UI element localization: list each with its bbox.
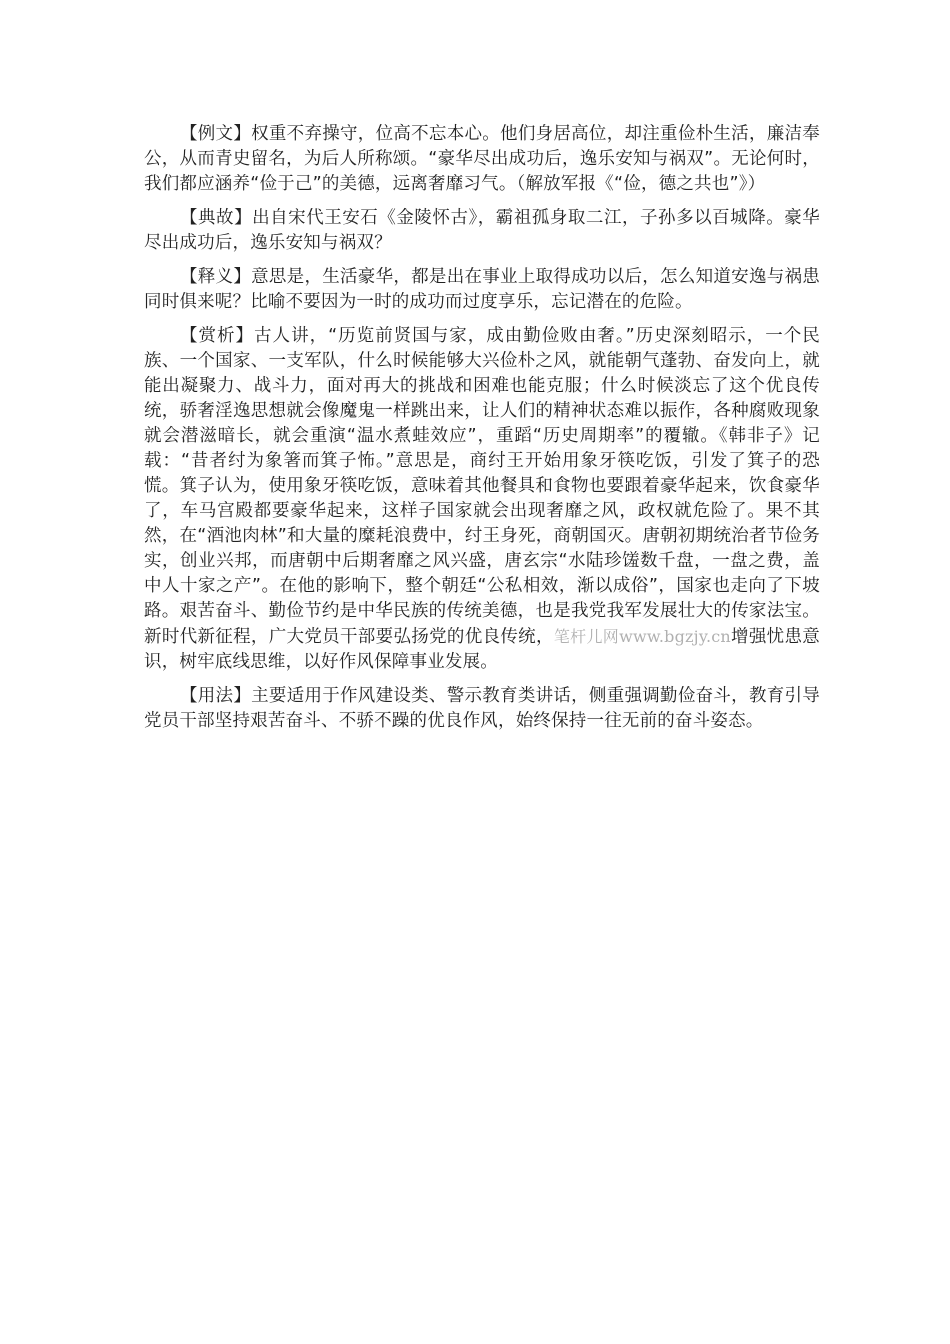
paragraph-example: [144, 122, 820, 197]
paragraph-tag: 【释义】: [180, 267, 252, 287]
document-body: [144, 122, 820, 743]
paragraph-allusion: [144, 206, 820, 256]
paragraph-text: 权重不弃操守，位高不忘本心。他们身居高位，却注重俭朴生活，廉洁奉公，从而青史留名，为后人所称颂。“豪华尽出成功后，逸乐安知与祸双”。无论何时，我们都应涵养“俭于己”的美德，远离奢靡习气。（解放军报《“俭，德之共也”》）: [144, 124, 820, 194]
paragraph-text: 古人讲，“历览前贤国与家，成由勤俭败由奢。”历史深刻昭示，一个民族、一个国家、一支军队，什么时候能够大兴俭朴之风，就能朝气蓬勃、奋发向上，就能出凝聚力、战斗力，面对再大的挑战和困难也能克服；什么时候淡忘了这个优良传统，骄奢淫逸思想就会像魔鬼一样跳出来，让人们的精神状态难以振作，各种腐败现象就会潜滋暗长，就会重演“温水煮蛙效应”，重蹈“历史周期率”的覆辙。《韩非子》记载：“昔者纣为象箸而箕子怖。”意思是，商纣王开始用象牙筷吃饭，引发了箕子的恐慌。箕子认为，使用象牙筷吃饭，意味着其他餐具和食物也要跟着豪华起来，饮食豪华了，车马宫殿都要豪华起来，这样子国家就会出现奢靡之风，政权就危险了。果不其然，在“酒池肉林”和大量的糜耗浪费中，纣王身死，商朝国灭。唐朝初期统治者节俭务实，创业兴邦，而唐朝中后期奢靡之风兴盛，唐玄宗“水陆珍馐数千盘，一盘之费，盖中人十家之产”。在他的影响下，整个朝廷“公私相效，渐以成俗”，国家也走向了下坡路。艰苦奋斗、勤俭节约是中华民族的传统美德，也是我党我军发展壮大的传家法宝。新时代新征程，广大党员干部要弘扬党的优良传统，: [144, 326, 820, 647]
paragraph-analysis: [144, 324, 820, 675]
paragraph-meaning: [144, 265, 820, 315]
paragraph-text: 主要适用于作风建设类、警示教育类讲话，侧重强调勤俭奋斗，教育引导党员干部坚持艰苦奋斗、不骄不躁的优良作风，始终保持一往无前的奋斗姿态。: [144, 686, 820, 731]
paragraph-tag: 【例文】: [180, 124, 252, 144]
paragraph-tag: 【典故】: [180, 208, 253, 228]
paragraph-text: 意思是，生活豪华，都是出在事业上取得成功以后，怎么知道安逸与祸患同时俱来呢？比喻不要因为一时的成功而过度享乐，忘记潜在的危险。: [144, 267, 820, 312]
paragraph-tag: 【用法】: [180, 686, 252, 706]
paragraph-tag: 【赏析】: [180, 326, 255, 346]
paragraph-usage: [144, 684, 820, 734]
paragraph-text: 出自宋代王安石《金陵怀古》，霸祖孤身取二江，子孙多以百城降。豪华尽出成功后，逸乐安知与祸双？: [144, 208, 820, 253]
paragraph-text-continued: 增强忧患意识，树牢底线思维，以好作风保障事业发展。: [144, 627, 820, 672]
watermark-text: 笔杆儿网www.bgzjy.cn: [553, 627, 731, 646]
